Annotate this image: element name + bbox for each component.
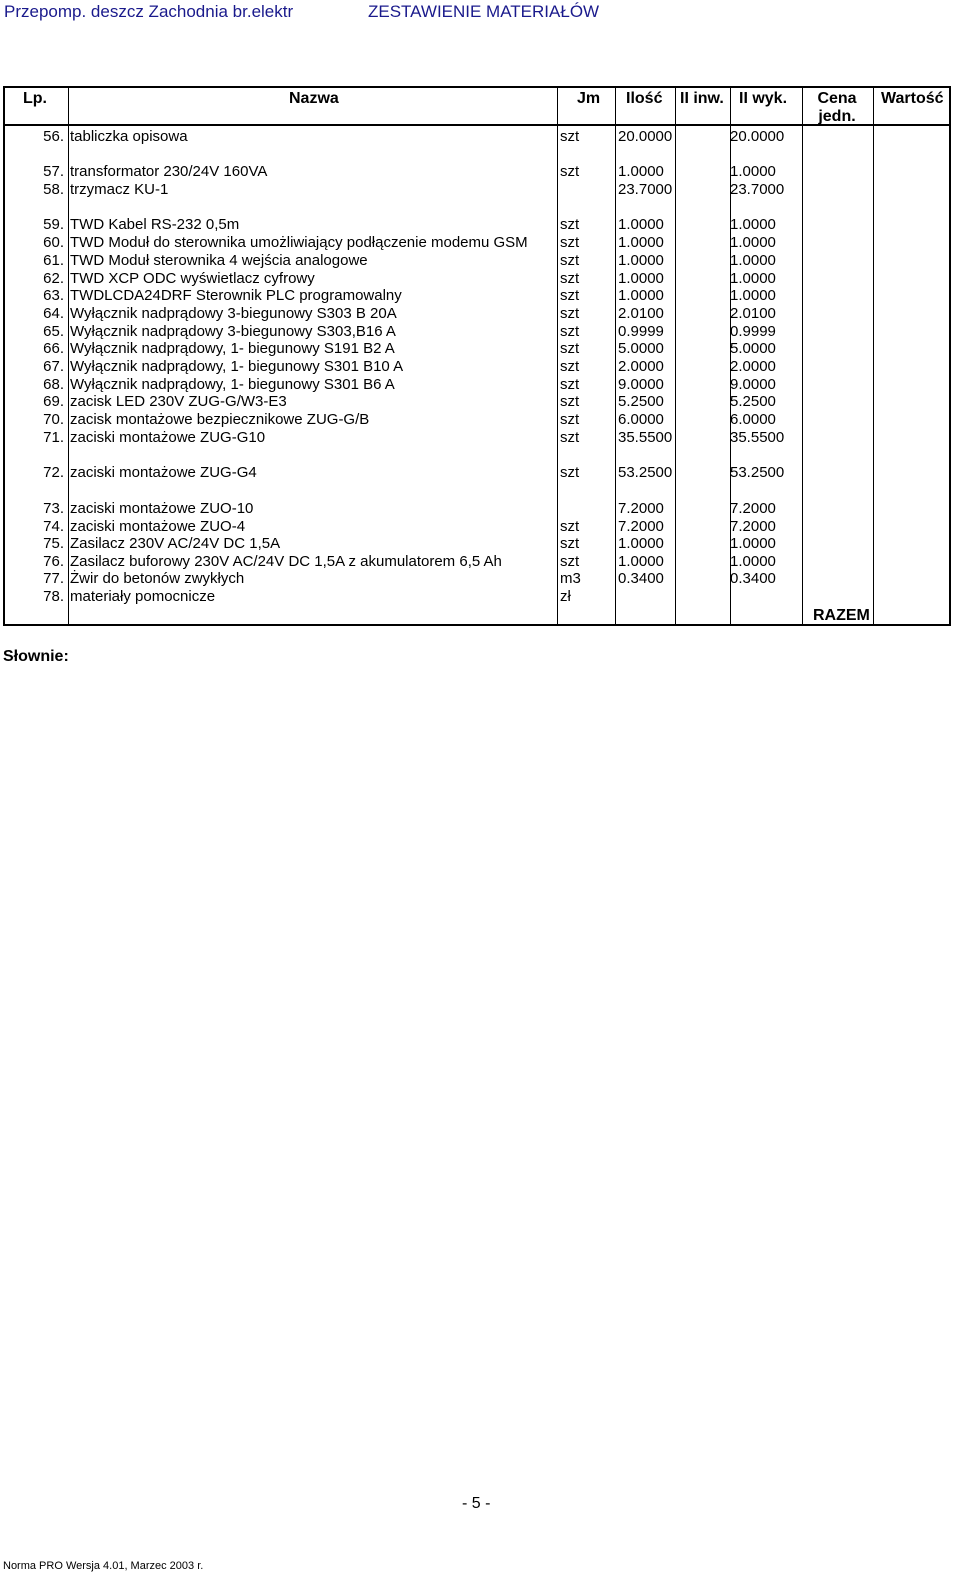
row-ilosc: 0.3400	[618, 570, 664, 587]
row-jm: szt	[560, 270, 580, 287]
row-nazwa: Żwir do betonów zwykłych	[70, 570, 245, 587]
row-lp: 75.	[43, 535, 64, 552]
document-header-left: Przepomp. deszcz Zachodnia br.elektr	[4, 2, 294, 21]
row-ilosc: 23.7000	[618, 181, 673, 198]
row-ii-wyk: 1.0000	[730, 216, 776, 233]
row-ilosc: 1.0000	[618, 216, 664, 233]
row-jm: szt	[560, 252, 580, 269]
row-lp: 63.	[43, 287, 64, 304]
in-words-label: Słownie:	[3, 648, 69, 665]
row-jm: szt	[560, 305, 580, 322]
row-jm: zł	[560, 588, 571, 605]
col-divider	[873, 88, 874, 624]
document-title: ZESTAWIENIE MATERIAŁÓW	[368, 2, 600, 21]
row-nazwa: materiały pomocnicze	[70, 588, 216, 605]
row-ilosc: 7.2000	[618, 500, 664, 517]
materials-table	[3, 86, 951, 626]
row-lp: 72.	[43, 464, 64, 481]
row-lp: 71.	[43, 429, 64, 446]
row-ii-wyk: 53.2500	[730, 464, 785, 481]
row-ilosc: 5.0000	[618, 340, 664, 357]
row-jm: szt	[560, 464, 580, 481]
row-jm: szt	[560, 340, 580, 357]
row-nazwa: TWD Moduł sterownika 4 wejścia analogowe	[70, 252, 368, 269]
row-jm: szt	[560, 411, 580, 428]
row-nazwa: Wyłącznik nadprądowy 3-biegunowy S303,B16 A	[70, 323, 396, 340]
row-ii-wyk: 2.0100	[730, 305, 776, 322]
row-ii-wyk: 0.3400	[730, 570, 776, 587]
row-ii-wyk: 1.0000	[730, 287, 776, 304]
row-ilosc: 1.0000	[618, 270, 664, 287]
row-ilosc: 9.0000	[618, 376, 664, 393]
col-divider	[557, 88, 558, 624]
row-ilosc: 1.0000	[618, 234, 664, 251]
row-lp: 57.	[43, 163, 64, 180]
row-jm: szt	[560, 128, 580, 145]
col-header-nazwa: Nazwa	[289, 90, 339, 107]
row-ii-wyk: 5.0000	[730, 340, 776, 357]
row-lp: 74.	[43, 518, 64, 535]
total-label: RAZEM	[813, 607, 870, 624]
row-nazwa: zacisk LED 230V ZUG-G/W3-E3	[70, 393, 287, 410]
row-jm: szt	[560, 234, 580, 251]
row-nazwa: Zasilacz buforowy 230V AC/24V DC 1,5A z akumulatorem 6,5 Ah	[70, 553, 502, 570]
row-ii-wyk: 1.0000	[730, 163, 776, 180]
row-lp: 61.	[43, 252, 64, 269]
row-lp: 56.	[43, 128, 64, 145]
row-ii-wyk: 6.0000	[730, 411, 776, 428]
row-jm: szt	[560, 518, 580, 535]
row-ilosc: 1.0000	[618, 535, 664, 552]
row-nazwa: zaciski montażowe ZUO-10	[70, 500, 254, 517]
row-lp: 59.	[43, 216, 64, 233]
row-ii-wyk: 0.9999	[730, 323, 776, 340]
row-nazwa: transformator 230/24V 160VA	[70, 163, 268, 180]
row-nazwa: Zasilacz 230V AC/24V DC 1,5A	[70, 535, 281, 552]
row-ii-wyk: 2.0000	[730, 358, 776, 375]
row-ilosc: 2.0100	[618, 305, 664, 322]
row-jm: szt	[560, 393, 580, 410]
row-ilosc: 1.0000	[618, 252, 664, 269]
col-header-lp: Lp.	[23, 90, 47, 107]
col-header-wartosc: Wartość	[881, 90, 944, 107]
row-lp: 60.	[43, 234, 64, 251]
header-separator	[5, 124, 949, 126]
row-ii-wyk: 7.2000	[730, 518, 776, 535]
row-jm: szt	[560, 376, 580, 393]
row-jm: m3	[560, 570, 581, 587]
row-ii-wyk: 35.5500	[730, 429, 785, 446]
row-ii-wyk: 1.0000	[730, 535, 776, 552]
row-nazwa: tabliczka opisowa	[70, 128, 188, 145]
row-ii-wyk: 9.0000	[730, 376, 776, 393]
col-divider	[802, 88, 803, 624]
row-ii-wyk: 1.0000	[730, 553, 776, 570]
row-lp: 78.	[43, 588, 64, 605]
row-jm: szt	[560, 358, 580, 375]
row-lp: 66.	[43, 340, 64, 357]
col-header-jm: Jm	[577, 90, 601, 107]
row-nazwa: TWDLCDA24DRF Sterownik PLC programowalny	[70, 287, 402, 304]
col-divider	[615, 88, 616, 624]
row-ilosc: 1.0000	[618, 163, 664, 180]
row-nazwa: Wyłącznik nadprądowy, 1- biegunowy S301 B6 A	[70, 376, 395, 393]
row-ii-wyk: 7.2000	[730, 500, 776, 517]
row-lp: 65.	[43, 323, 64, 340]
row-lp: 76.	[43, 553, 64, 570]
col-header-ii-inw: II inw.	[680, 90, 724, 107]
row-ilosc: 1.0000	[618, 287, 664, 304]
row-nazwa: zaciski montażowe ZUO-4	[70, 518, 246, 535]
row-jm: szt	[560, 535, 580, 552]
row-jm: szt	[560, 553, 580, 570]
row-jm: szt	[560, 216, 580, 233]
row-jm: szt	[560, 429, 580, 446]
row-lp: 69.	[43, 393, 64, 410]
row-nazwa: Wyłącznik nadprądowy 3-biegunowy S303 B 20A	[70, 305, 397, 322]
row-nazwa: Wyłącznik nadprądowy, 1- biegunowy S191 B2 A	[70, 340, 395, 357]
row-ii-wyk: 1.0000	[730, 252, 776, 269]
row-lp: 73.	[43, 500, 64, 517]
row-ilosc: 0.9999	[618, 323, 664, 340]
col-divider	[675, 88, 676, 624]
row-ii-wyk: 5.2500	[730, 393, 776, 410]
row-ii-wyk: 1.0000	[730, 270, 776, 287]
row-ilosc: 5.2500	[618, 393, 664, 410]
col-header-ilosc: Ilość	[626, 90, 663, 107]
row-ilosc: 53.2500	[618, 464, 673, 481]
row-ii-wyk: 23.7000	[730, 181, 785, 198]
col-divider	[68, 88, 69, 624]
col-header-ii-wyk: II wyk.	[739, 90, 788, 107]
row-ii-wyk: 20.0000	[730, 128, 785, 145]
row-ilosc: 35.5500	[618, 429, 673, 446]
page-number: - 5 -	[462, 1495, 491, 1512]
row-nazwa: TWD XCP ODC wyświetlacz cyfrowy	[70, 270, 315, 287]
row-nazwa: TWD Moduł do sterownika umożliwiający podłączenie modemu GSM	[70, 234, 528, 251]
col-header-cena: Cena jedn.	[817, 90, 857, 125]
row-lp: 68.	[43, 376, 64, 393]
row-nazwa: TWD Kabel RS-232 0,5m	[70, 216, 240, 233]
row-nazwa: Wyłącznik nadprądowy, 1- biegunowy S301 B10 A	[70, 358, 404, 375]
row-nazwa: zaciski montażowe ZUG-G4	[70, 464, 257, 481]
row-ii-wyk: 1.0000	[730, 234, 776, 251]
row-lp: 77.	[43, 570, 64, 587]
software-footer: Norma PRO Wersja 4.01, Marzec 2003 r.	[3, 1560, 204, 1572]
row-nazwa: trzymacz KU-1	[70, 181, 169, 198]
row-ilosc: 20.0000	[618, 128, 673, 145]
row-ilosc: 1.0000	[618, 553, 664, 570]
row-lp: 64.	[43, 305, 64, 322]
row-ilosc: 6.0000	[618, 411, 664, 428]
row-jm: szt	[560, 163, 580, 180]
row-lp: 67.	[43, 358, 64, 375]
row-lp: 62.	[43, 270, 64, 287]
row-nazwa: zacisk montażowe bezpiecznikowe ZUG-G/B	[70, 411, 370, 428]
row-ilosc: 2.0000	[618, 358, 664, 375]
row-ilosc: 7.2000	[618, 518, 664, 535]
row-jm: szt	[560, 323, 580, 340]
row-jm: szt	[560, 287, 580, 304]
row-lp: 58.	[43, 181, 64, 198]
row-nazwa: zaciski montażowe ZUG-G10	[70, 429, 266, 446]
row-lp: 70.	[43, 411, 64, 428]
